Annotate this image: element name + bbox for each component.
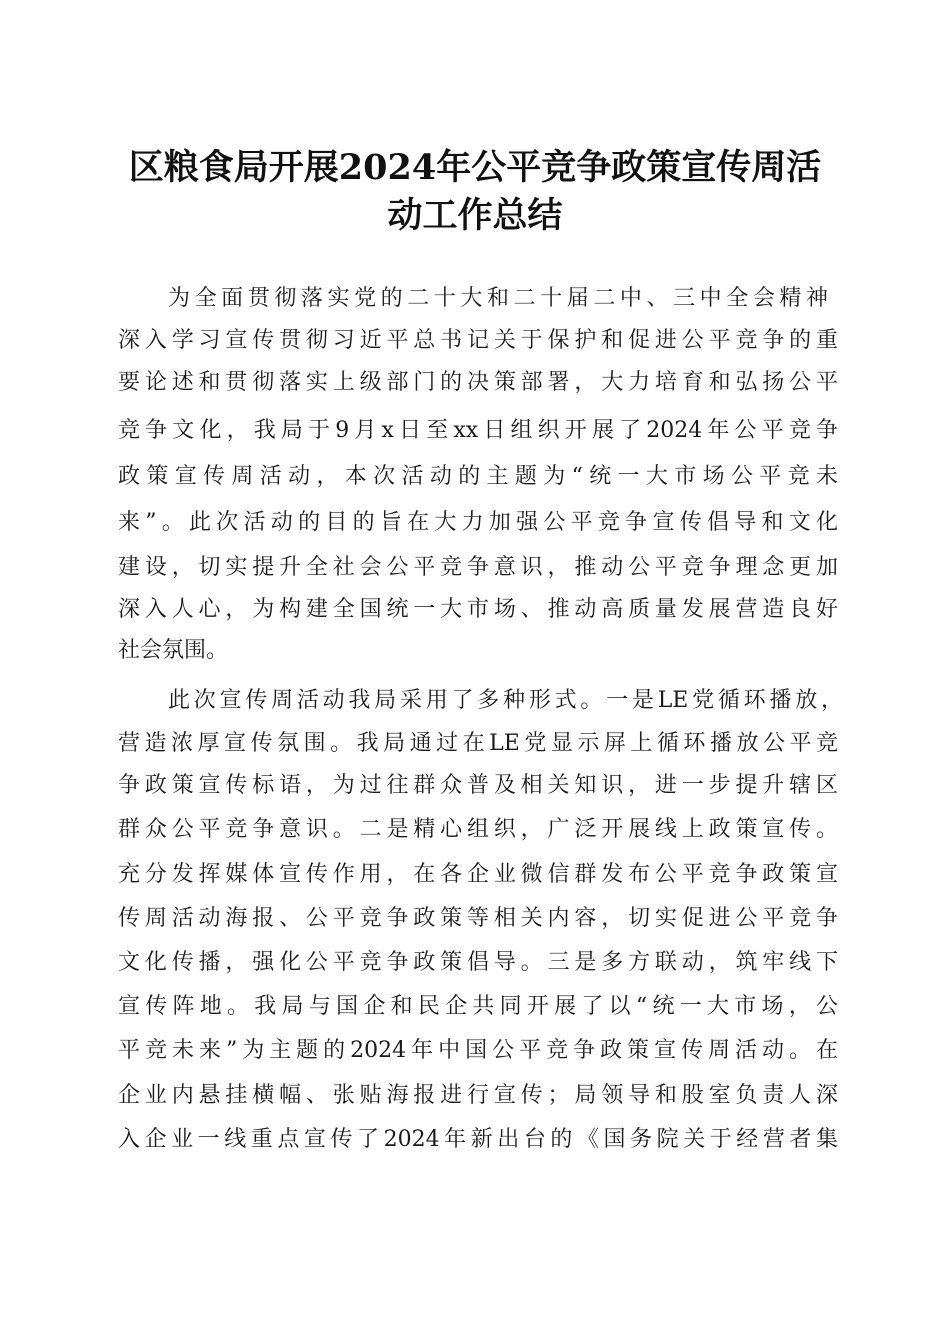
paragraph-2-line: 群众公平竞争意识。二是精心组织，广泛开展线上政策宣传。 — [118, 817, 838, 842]
paragraph-2-line: 平竞未来”为主题的2024年中国公平竞争政策宣传周活动。在 — [118, 1038, 838, 1063]
paragraph-1-line: 深入人心，为构建全国统一大市场、推动高质量发展营造良好 — [118, 597, 838, 622]
paragraph-1-line: 竞争文化，我局于9月x日至xx日组织开展了2024年公平竞争 — [118, 418, 838, 443]
paragraph-1-line: 建设，切实提升全社会公平竞争意识，推动公平竞争理念更加 — [118, 555, 838, 580]
paragraph-1-line: 社会氛围。 — [118, 638, 229, 663]
paragraph-2-line: 企业内悬挂横幅、张贴海报进行宣传；局领导和股室负责人深 — [118, 1083, 838, 1108]
paragraph-1-line: 要论述和贯彻落实上级部门的决策部署，大力培育和弘扬公平 — [118, 370, 838, 395]
paragraph-2-line: 充分发挥媒体宣传作用，在各企业微信群发布公平竞争政策宣 — [118, 862, 838, 887]
paragraph-2-line: 入企业一线重点宣传了2024年新出台的《国务院关于经营者集 — [118, 1127, 838, 1152]
paragraph-2-line: 传周活动海报、公平竞争政策等相关内容，切实促进公平竞争 — [118, 906, 838, 931]
document-title-line-1: 区粮食局开展2024年公平竞争政策宣传周活 — [128, 147, 822, 188]
paragraph-2-line: 宣传阵地。我局与国企和民企共同开展了以“统一大市场，公 — [118, 994, 838, 1019]
paragraph-2-line: 此次宣传周活动我局采用了多种形式。一是LE党循环播放， — [168, 688, 843, 713]
paragraph-1-line: 政策宣传周活动，本次活动的主题为“统一大市场公平竞未 — [118, 464, 838, 489]
document-title-line-2: 动工作总结 — [387, 195, 563, 236]
paragraph-1-line: 为全面贯彻落实党的二十大和二十届二中、三中全会精神 — [168, 286, 828, 311]
paragraph-2-line: 营造浓厚宣传氛围。我局通过在LE党显示屏上循环播放公平竞 — [118, 731, 838, 756]
paragraph-2-line: 争政策宣传标语，为过往群众普及相关知识，进一步提升辖区 — [118, 773, 838, 798]
paragraph-1-line: 深入学习宣传贯彻习近平总书记关于保护和促进公平竞争的重 — [118, 328, 838, 353]
paragraph-2-line: 文化传播，强化公平竞争政策倡导。三是多方联动，筑牢线下 — [118, 950, 838, 975]
paragraph-1-line: 来”。此次活动的目的旨在大力加强公平竞争宣传倡导和文化 — [118, 510, 838, 535]
